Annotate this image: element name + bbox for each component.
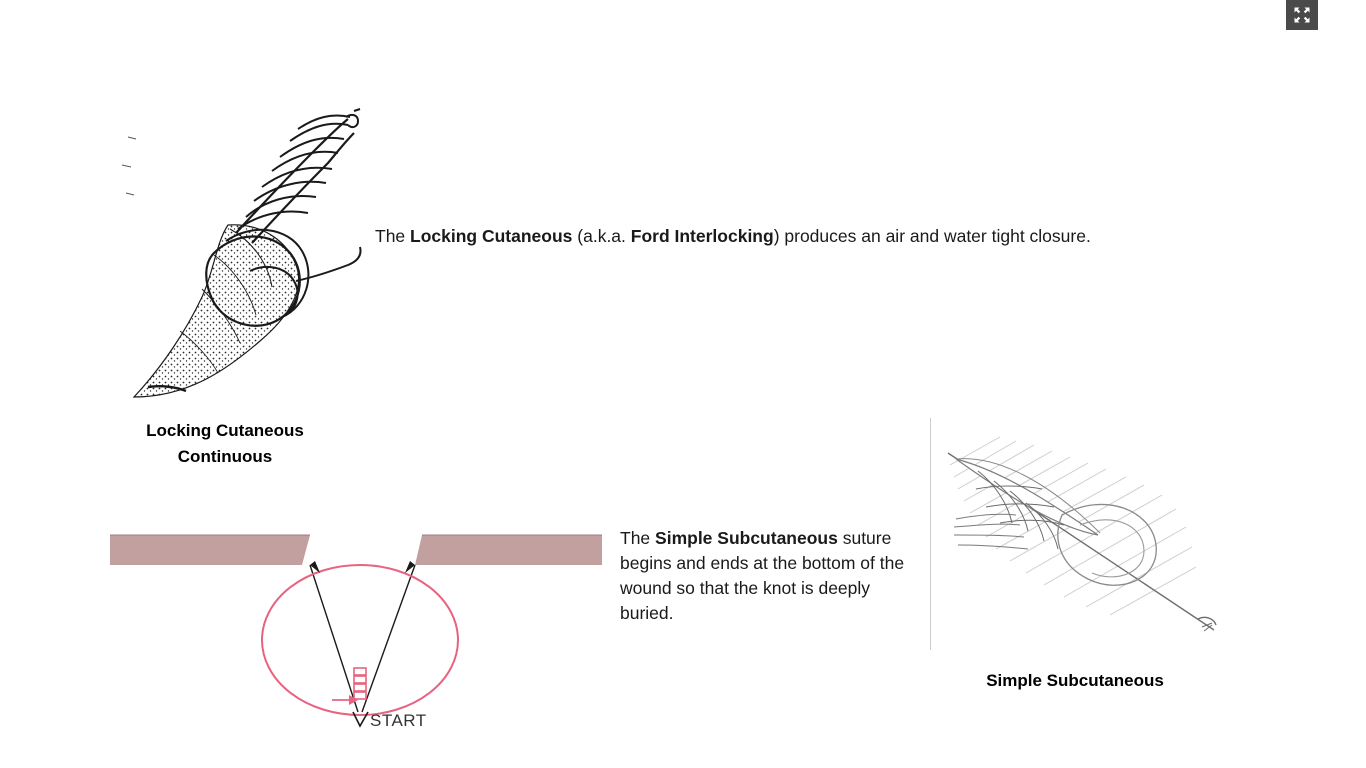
simple-subcutaneous-suture-sketch xyxy=(930,415,1230,660)
locking-text-3: ) produces an air and water tight closure. xyxy=(773,226,1091,246)
subcutaneous-paragraph xyxy=(620,526,910,626)
locking-caption xyxy=(95,418,355,470)
subcutaneous-caption: Simple Subcutaneous xyxy=(986,671,1164,690)
fullscreen-button[interactable] xyxy=(1286,0,1318,30)
sub-text-1: The xyxy=(620,528,656,548)
locking-text-2: (a.k.a. xyxy=(572,226,631,246)
locking-paragraph xyxy=(375,224,1190,249)
sub-term-simple-subcutaneous: Simple Subcutaneous xyxy=(655,528,838,548)
start-label: START xyxy=(370,711,427,730)
wound-cross-section-diagram xyxy=(110,520,610,745)
locking-term-locking-cutaneous: Locking Cutaneous xyxy=(410,226,573,246)
locking-caption-line2: Continuous xyxy=(177,447,273,466)
locking-cutaneous-suture-illustration xyxy=(110,105,370,405)
locking-term-ford-interlocking: Ford Interlocking xyxy=(630,226,774,246)
locking-caption-line1: Locking Cutaneous xyxy=(146,421,304,440)
sub-text-2: suture begins and ends at the bottom of the wound so that the knot is deeply buried. xyxy=(620,528,905,623)
locking-text-1: The xyxy=(375,226,411,246)
fullscreen-icon xyxy=(1293,6,1311,24)
